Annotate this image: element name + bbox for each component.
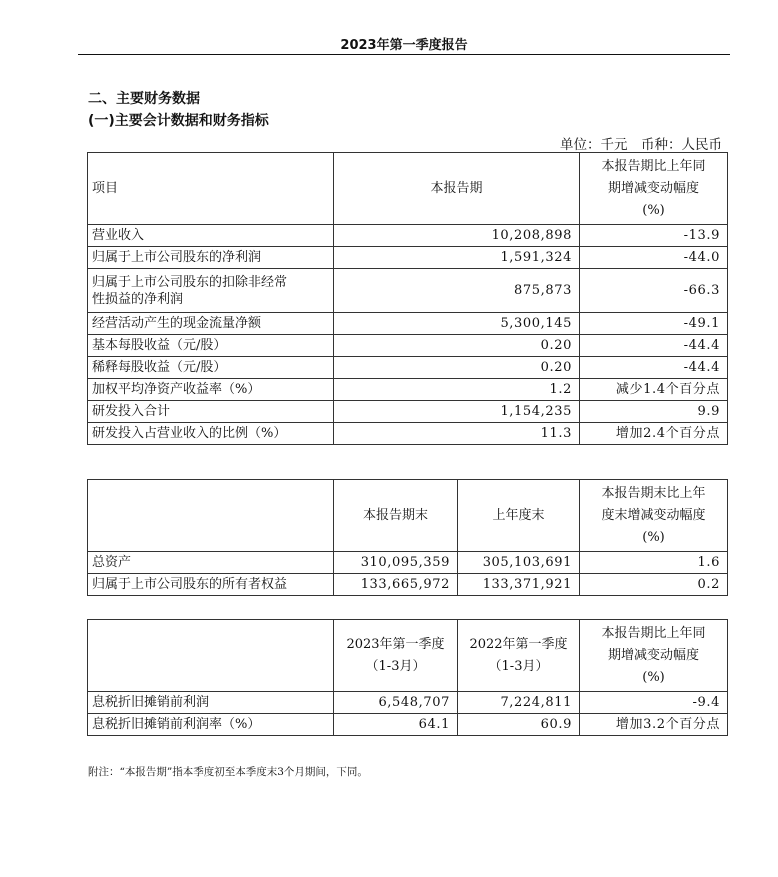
table-row: 研发投入合计 1,154,235 9.9 [88, 401, 728, 423]
table-row: 息税折旧摊销前利润率（%） 64.1 60.9 增加3.2个百分点 [88, 714, 728, 736]
table-row: 息税折旧摊销前利润 6,548,707 7,224,811 -9.4 [88, 692, 728, 714]
table-row: 总资产 310,095,359 305,103,691 1.6 [88, 552, 728, 574]
table-row: 归属于上市公司股东的净利润 1,591,324 -44.0 [88, 247, 728, 269]
table-row: 基本每股收益（元/股） 0.20 -44.4 [88, 335, 728, 357]
key-accounting-data-table [87, 152, 728, 445]
header-divider [78, 54, 730, 55]
table-header-row [88, 620, 728, 692]
table-header-row [88, 480, 728, 552]
table-row: 稀释每股收益（元/股） 0.20 -44.4 [88, 357, 728, 379]
header-change: 本报告期末比上年 度末增减变动幅度 (%) [580, 480, 728, 552]
header-item: 项目 [88, 153, 334, 225]
header-2022-q1: 2022年第一季度 （1-3月） [458, 620, 580, 692]
section-title: 二、主要财务数据 [88, 91, 200, 107]
header-2023-q1: 2023年第一季度 （1-3月） [334, 620, 458, 692]
ebitda-table [87, 619, 728, 736]
header-blank [88, 480, 334, 552]
header-yoy-change: 本报告期比上年同 期增减变动幅度 (%) [580, 153, 728, 225]
unit-currency-line: 单位：千元 币种：人民币 [560, 137, 722, 153]
table-row: 归属于上市公司股东的扣除非经常 性损益的净利润 875,873 -66.3 [88, 269, 728, 313]
header-blank [88, 620, 334, 692]
table-row: 研发投入占营业收入的比例（%） 11.3 增加2.4个百分点 [88, 423, 728, 445]
table-row: 经营活动产生的现金流量净额 5,300,145 -49.1 [88, 313, 728, 335]
subsection-title: (一)主要会计数据和财务指标 [88, 113, 269, 129]
balance-sheet-table [87, 479, 728, 596]
footnote: 附注：“本报告期”指本季度初至本季度末3个月期间，下同。 [88, 766, 368, 778]
header-current-period: 本报告期 [334, 153, 580, 225]
report-header: 2023年第一季度报告 [340, 38, 468, 53]
table-row: 归属于上市公司股东的所有者权益 133,665,972 133,371,921 0.2 [88, 574, 728, 596]
table-row: 加权平均净资产收益率（%） 1.2 减少1.4个百分点 [88, 379, 728, 401]
table-row: 营业收入 10,208,898 -13.9 [88, 225, 728, 247]
table-header-row [88, 153, 728, 225]
header-yoy-change: 本报告期比上年同 期增减变动幅度 (%) [580, 620, 728, 692]
header-prior-year-end: 上年度末 [458, 480, 580, 552]
header-period-end: 本报告期末 [334, 480, 458, 552]
